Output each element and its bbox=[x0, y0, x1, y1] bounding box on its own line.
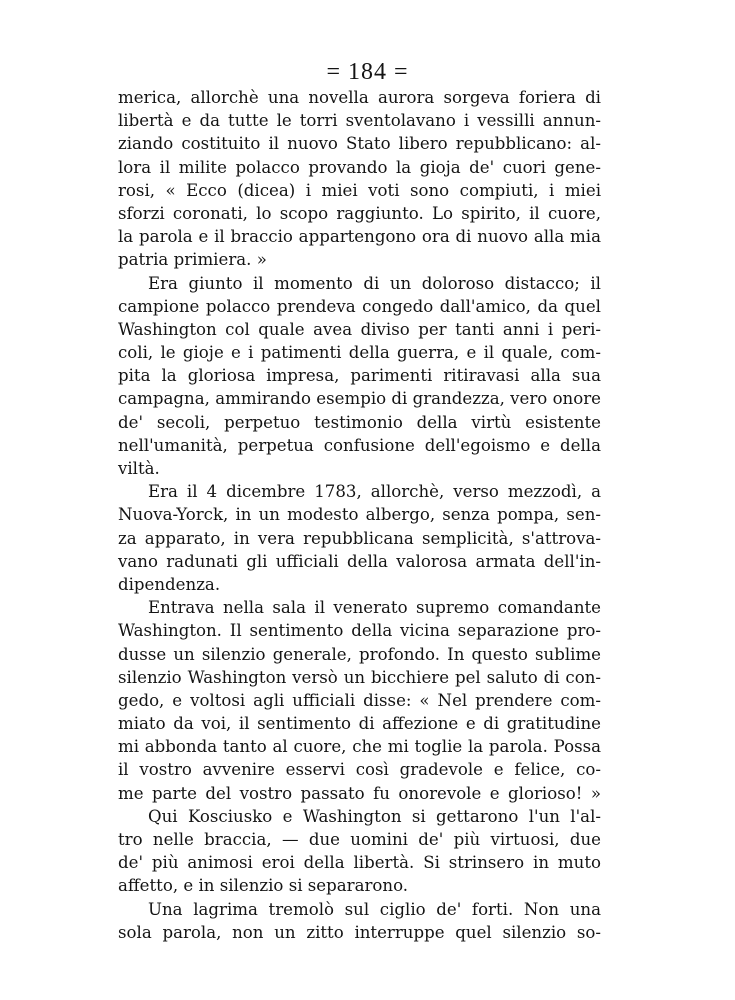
text-line: Nuova-Yorck, in un modesto albergo, senza pompa, sen- bbox=[118, 505, 601, 525]
text-line: de' secoli, perpetuo testimonio della virtù esistente bbox=[118, 412, 601, 432]
text-line: pita la gloriosa impresa, parimenti ritiravasi alla sua bbox=[118, 366, 601, 386]
text-line: Una lagrima tremolò sul ciglio de' forti. Non una bbox=[148, 899, 601, 919]
text-line: silenzio Washington versò un bicchiere pel saluto di con- bbox=[118, 667, 601, 687]
text-line: tro nelle braccia, — due uomini de' più virtuosi, due bbox=[118, 830, 601, 849]
text-line: patria primiera. » bbox=[118, 250, 267, 270]
text-line: Washington col quale avea diviso per tanti anni i peri- bbox=[118, 319, 601, 339]
text-line: miato da voi, il sentimento di affezione e di gratitudine bbox=[118, 714, 601, 734]
text-line: dusse un silenzio generale, profondo. In questo sublime bbox=[118, 644, 601, 664]
text-line: coli, le gioje e i patimenti della guerra, e il quale, com- bbox=[118, 343, 601, 363]
text-line: Era il 4 dicembre 1783, allorchè, verso mezzodì, a bbox=[148, 482, 601, 502]
text-line: sforzi coronati, lo scopo raggiunto. Lo spirito, il cuore, bbox=[118, 203, 601, 223]
text-line: Washington. Il sentimento della vicina separazione pro- bbox=[118, 621, 601, 641]
text-line: nell'umanità, perpetua confusione dell'egoismo e della bbox=[118, 435, 601, 455]
page-number-header: = 184 = bbox=[326, 59, 409, 85]
text-line: la parola e il braccio appartengono ora di nuovo alla mia bbox=[118, 227, 601, 247]
text-line: za apparato, in vera repubblicana semplicità, s'attrova- bbox=[118, 528, 601, 548]
text-line: merica, allorchè una novella aurora sorgeva foriera di bbox=[118, 88, 601, 107]
text-line: de' più animosi eroi della libertà. Si strinsero in muto bbox=[118, 853, 601, 873]
text-line: campagna, ammirando esempio di grandezza, vero onore bbox=[118, 389, 601, 409]
text-line: rosi, « Ecco (dicea) i miei voti sono compiuti, i miei bbox=[118, 180, 601, 200]
text-line: libertà e da tutte le torri sventolavano i vessilli annun- bbox=[118, 111, 601, 131]
text-line: lora il milite polacco provando la gioja de' cuori gene- bbox=[118, 157, 601, 177]
text-line: il vostro avvenire esservi così gradevole e felice, co- bbox=[118, 760, 601, 780]
body-text bbox=[118, 86, 601, 944]
text-line: sola parola, non un zitto interruppe quel silenzio so- bbox=[118, 922, 601, 942]
text-line: viltà. bbox=[118, 459, 160, 478]
text-line: Entrava nella sala il venerato supremo comandante bbox=[148, 598, 601, 618]
text-line: me parte del vostro passato fu onorevole e glorioso! » bbox=[118, 783, 601, 803]
text-line: Qui Kosciusko e Washington si gettarono l'un l'al- bbox=[148, 806, 601, 826]
text-line: Era giunto il momento di un doloroso distacco; il bbox=[148, 273, 601, 293]
text-line: mi abbonda tanto al cuore, che mi toglie la parola. Possa bbox=[118, 737, 601, 757]
text-line: affetto, e in silenzio si separarono. bbox=[118, 876, 409, 896]
text-line: vano radunati gli ufficiali della valorosa armata dell'in- bbox=[118, 551, 601, 571]
text-line: campione polacco prendeva congedo dall'amico, da quel bbox=[118, 296, 601, 316]
text-line: ziando costituito il nuovo Stato libero repubblicano: al- bbox=[118, 134, 601, 154]
text-line: gedo, e voltosi agli ufficiali disse: « Nel prendere com- bbox=[118, 690, 601, 710]
text-line: dipendenza. bbox=[118, 574, 221, 594]
